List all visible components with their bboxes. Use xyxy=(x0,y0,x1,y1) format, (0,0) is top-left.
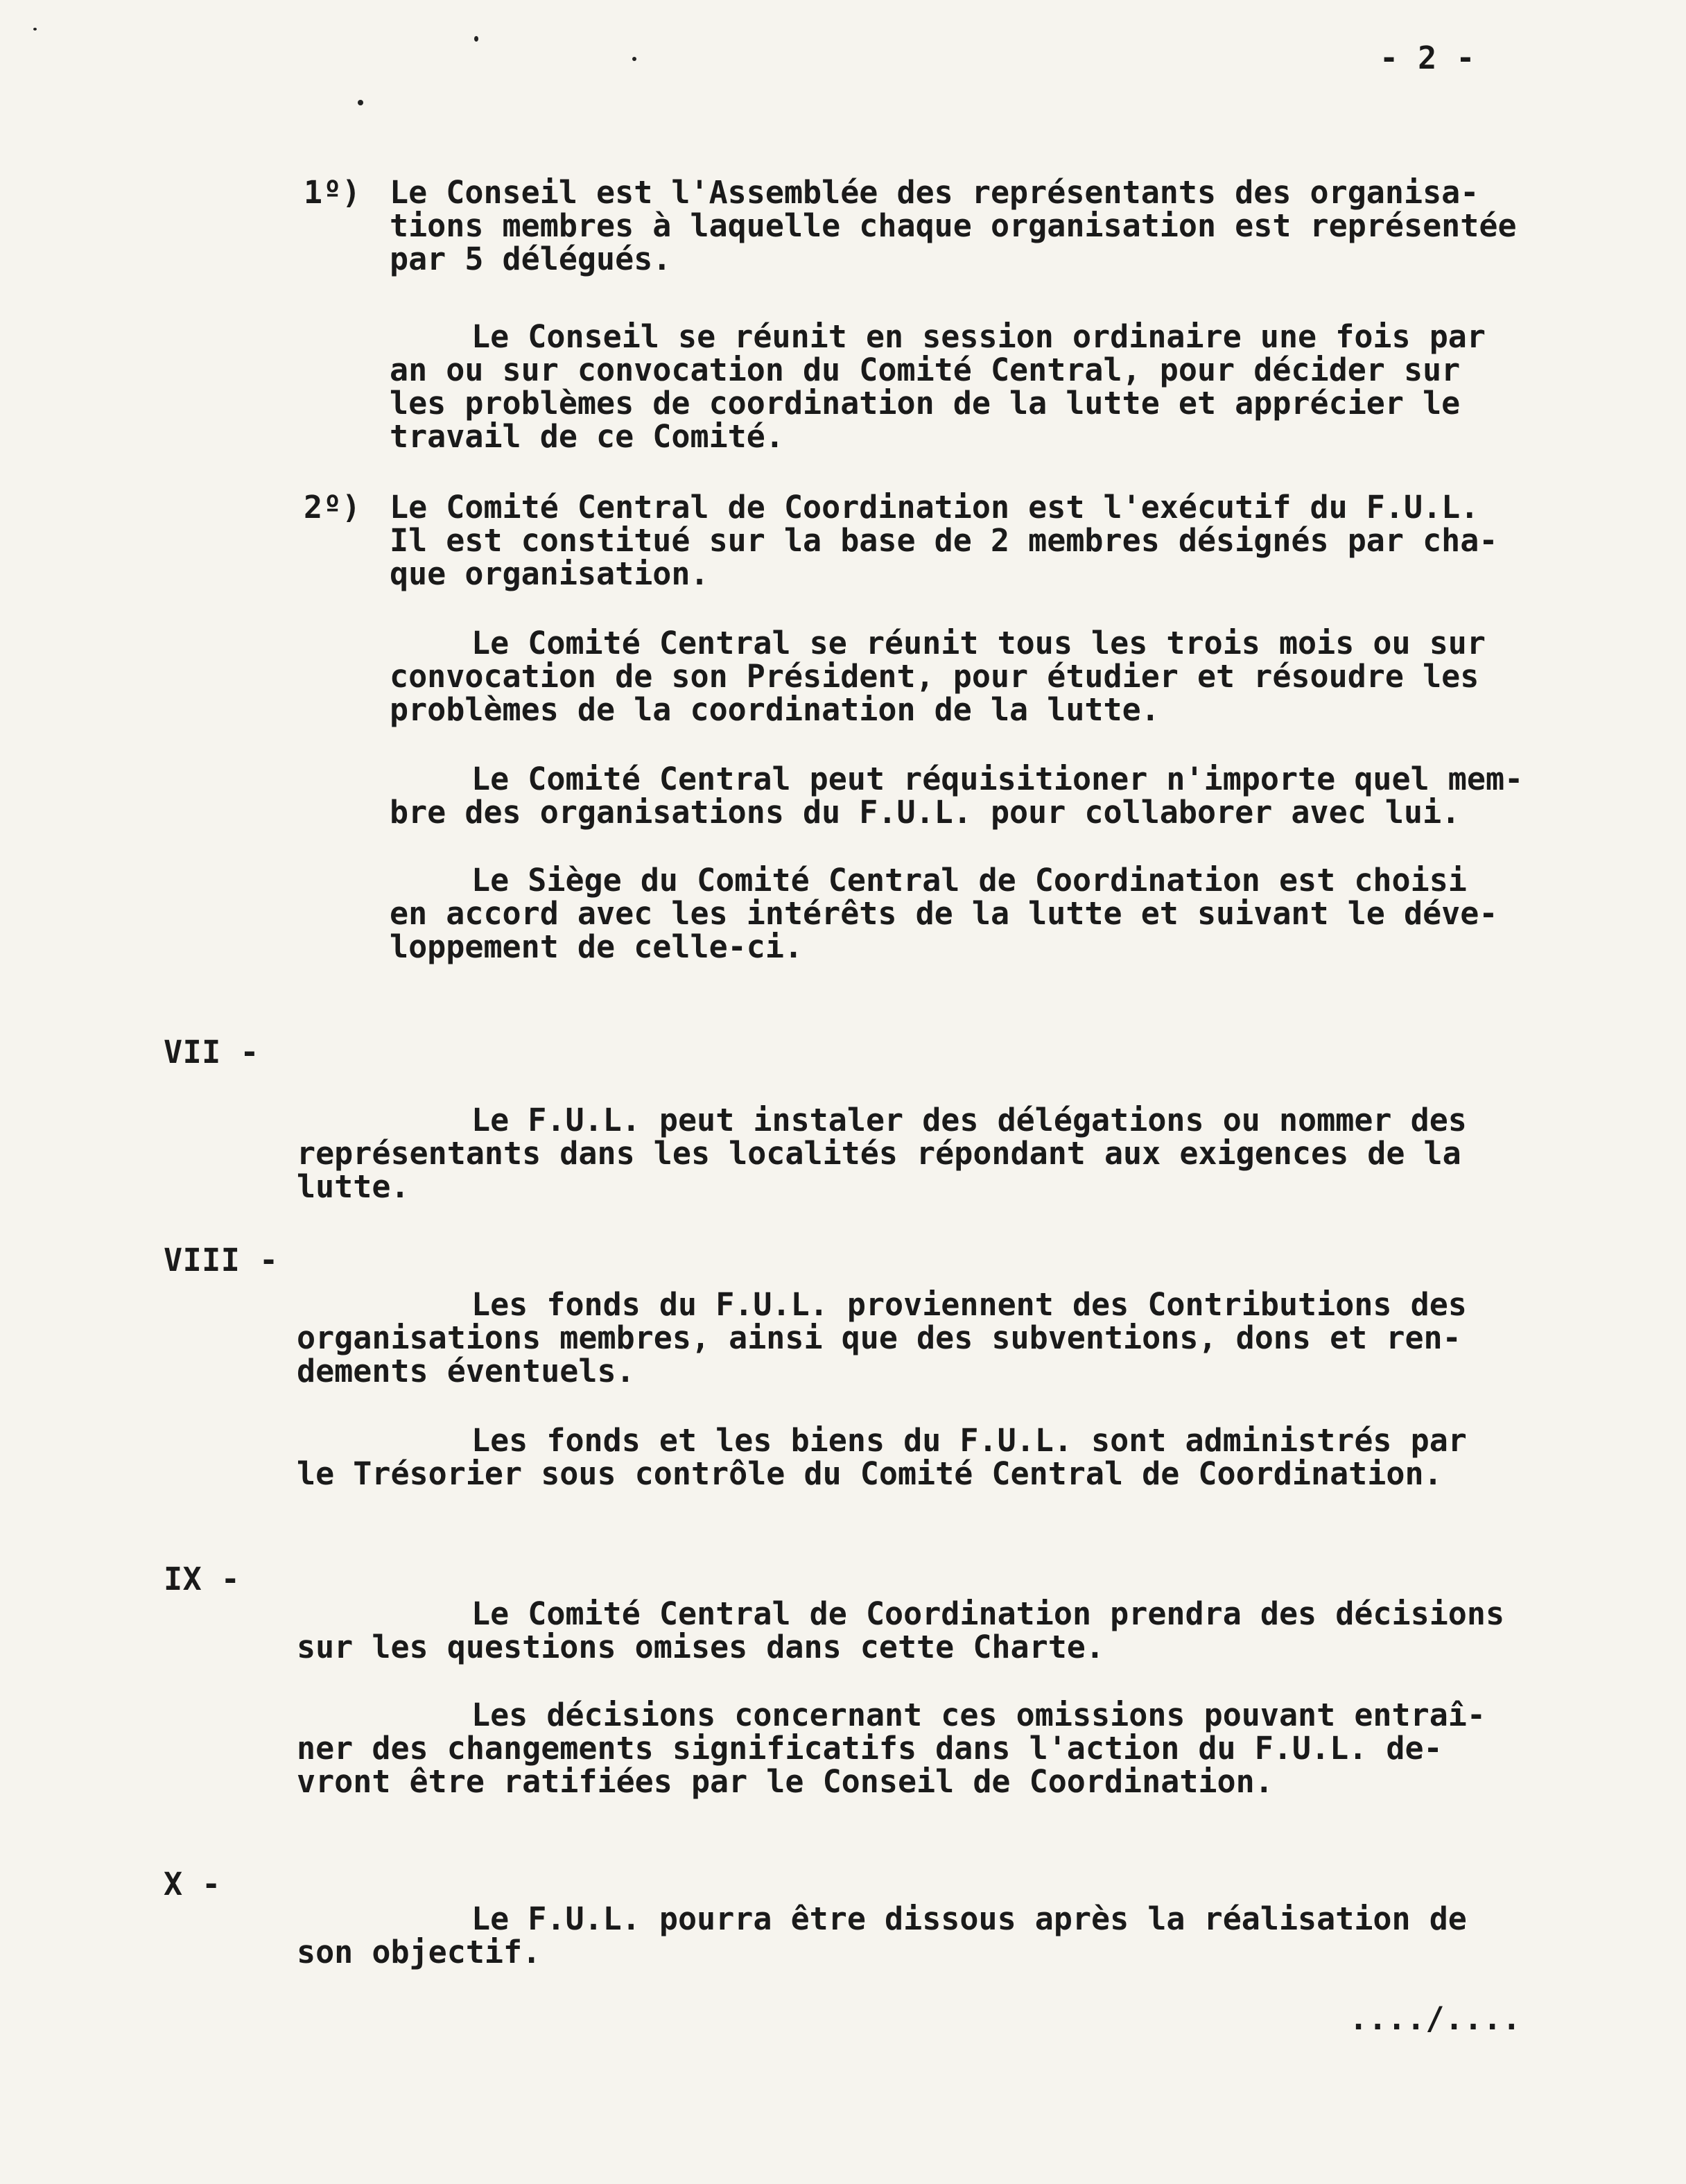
item-2-paragraph-4 xyxy=(390,864,1497,964)
article-vii-paragraph xyxy=(297,1104,1467,1204)
text-line: tions membres à laquelle chaque organisation est représentée xyxy=(390,207,1517,244)
text-line: que organisation. xyxy=(390,555,709,592)
text-line: bre des organisations du F.U.L. pour collaborer avec lui. xyxy=(390,794,1461,831)
scan-speck xyxy=(358,100,363,105)
article-ix-heading: IX - xyxy=(164,1561,241,1597)
item-2-paragraph-2 xyxy=(390,627,1486,727)
scan-speck xyxy=(474,36,478,42)
article-ix-paragraph-2 xyxy=(297,1699,1486,1799)
text-line: le Trésorier sous contrôle du Comité Central de Coordination. xyxy=(297,1455,1443,1492)
text-line: loppement de celle-ci. xyxy=(390,928,803,965)
text-line: ner des changements significatifs dans l'action du F.U.L. de- xyxy=(297,1730,1443,1767)
article-viii-heading: VIII - xyxy=(164,1242,279,1279)
article-viii-paragraph-1 xyxy=(297,1288,1467,1388)
article-viii-paragraph-2 xyxy=(297,1424,1467,1491)
article-ix-paragraph-1 xyxy=(297,1597,1504,1664)
text-line: Le F.U.L. pourra être dissous après la réalisation de xyxy=(471,1900,1467,1937)
text-line: problèmes de la coordination de la lutte. xyxy=(390,691,1160,728)
text-line: Le Comité Central se réunit tous les trois mois ou sur xyxy=(471,625,1486,661)
article-vii-heading: VII - xyxy=(164,1034,259,1071)
text-line: Il est constitué sur la base de 2 membres désignés par cha- xyxy=(390,522,1498,559)
text-line: Les décisions concernant ces omissions pouvant entraî- xyxy=(471,1697,1486,1733)
item-1-paragraph-1 xyxy=(390,176,1517,276)
text-line: Le Conseil est l'Assemblée des représentants des organisa- xyxy=(390,174,1479,211)
text-line: Le Comité Central de Coordination prendra des décisions xyxy=(471,1595,1505,1632)
text-line: sur les questions omises dans cette Charte. xyxy=(297,1629,1104,1665)
text-line: son objectif. xyxy=(297,1934,541,1970)
text-line: Le Comité Central peut réquisitioner n'importe quel mem- xyxy=(471,761,1524,797)
text-line: an ou sur convocation du Comité Central, pour décider sur xyxy=(390,352,1461,388)
text-line: Le Comité Central de Coordination est l'exécutif du F.U.L. xyxy=(390,489,1479,526)
item-number-1: 1º) xyxy=(304,174,361,211)
item-number-2: 2º) xyxy=(304,489,361,526)
text-line: Les fonds du F.U.L. proviennent des Contributions des xyxy=(471,1286,1467,1323)
text-line: convocation de son Président, pour étudier et résoudre les xyxy=(390,658,1479,695)
text-line: Le Conseil se réunit en session ordinaire une fois par xyxy=(471,318,1486,355)
item-2-paragraph-3 xyxy=(390,763,1523,829)
text-line: vront être ratifiées par le Conseil de Coordination. xyxy=(297,1763,1274,1800)
text-line: Les fonds et les biens du F.U.L. sont administrés par xyxy=(471,1422,1467,1459)
item-1-paragraph-2 xyxy=(390,320,1486,453)
article-x-paragraph xyxy=(297,1900,1467,1970)
text-line: dements éventuels. xyxy=(297,1353,635,1389)
page-number: - 2 - xyxy=(1380,40,1475,76)
text-line: représentants dans les localités répondant aux exigences de la xyxy=(297,1135,1461,1172)
text-line: Le Siège du Comité Central de Coordination est choisi xyxy=(471,862,1467,899)
text-line: Le F.U.L. peut instaler des délégations ou nommer des xyxy=(471,1102,1467,1138)
text-line: en accord avec les intérêts de la lutte et suivant le déve- xyxy=(390,895,1498,932)
text-line: les problèmes de coordination de la lutte et apprécier le xyxy=(390,385,1461,422)
continuation-mark: ..../.... xyxy=(1349,2000,1522,2037)
item-2-paragraph-1 xyxy=(390,491,1497,591)
text-line: organisations membres, ainsi que des subventions, dons et ren- xyxy=(297,1319,1461,1356)
scan-speck xyxy=(33,28,37,31)
text-line: travail de ce Comité. xyxy=(390,418,784,455)
scan-speck xyxy=(632,57,636,61)
article-x-heading: X - xyxy=(164,1866,221,1903)
text-line: par 5 délégués. xyxy=(390,241,672,277)
text-line: lutte. xyxy=(297,1168,410,1205)
